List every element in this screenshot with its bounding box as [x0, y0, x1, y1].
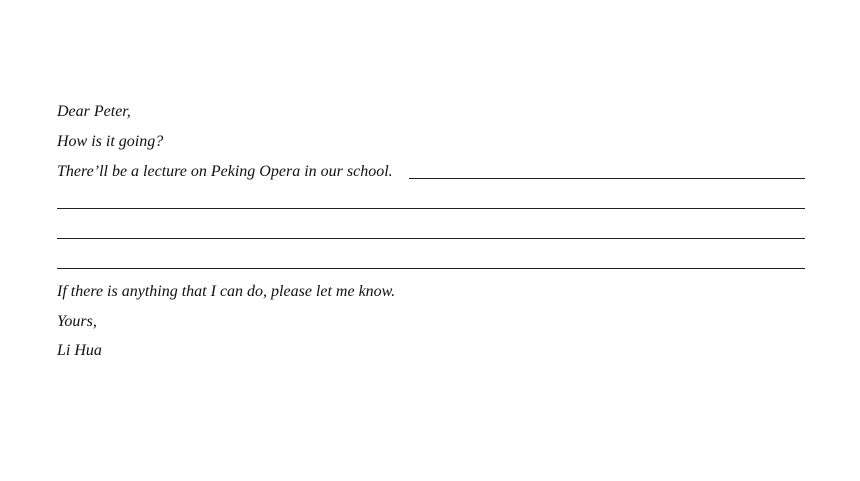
answer-blank-line-1[interactable]	[409, 178, 805, 179]
answer-blank-line-4[interactable]	[57, 268, 805, 269]
intro-sentence: There’ll be a lecture on Peking Opera in our school.	[57, 163, 393, 180]
sign-off: Yours,	[57, 313, 97, 330]
answer-blank-line-3[interactable]	[57, 238, 805, 239]
closing-sentence: If there is anything that I can do, please let me know.	[57, 283, 396, 300]
signature: Li Hua	[57, 342, 102, 359]
greeting-line: How is it going?	[57, 133, 164, 150]
salutation: Dear Peter,	[57, 103, 131, 120]
answer-blank-line-2[interactable]	[57, 208, 805, 209]
